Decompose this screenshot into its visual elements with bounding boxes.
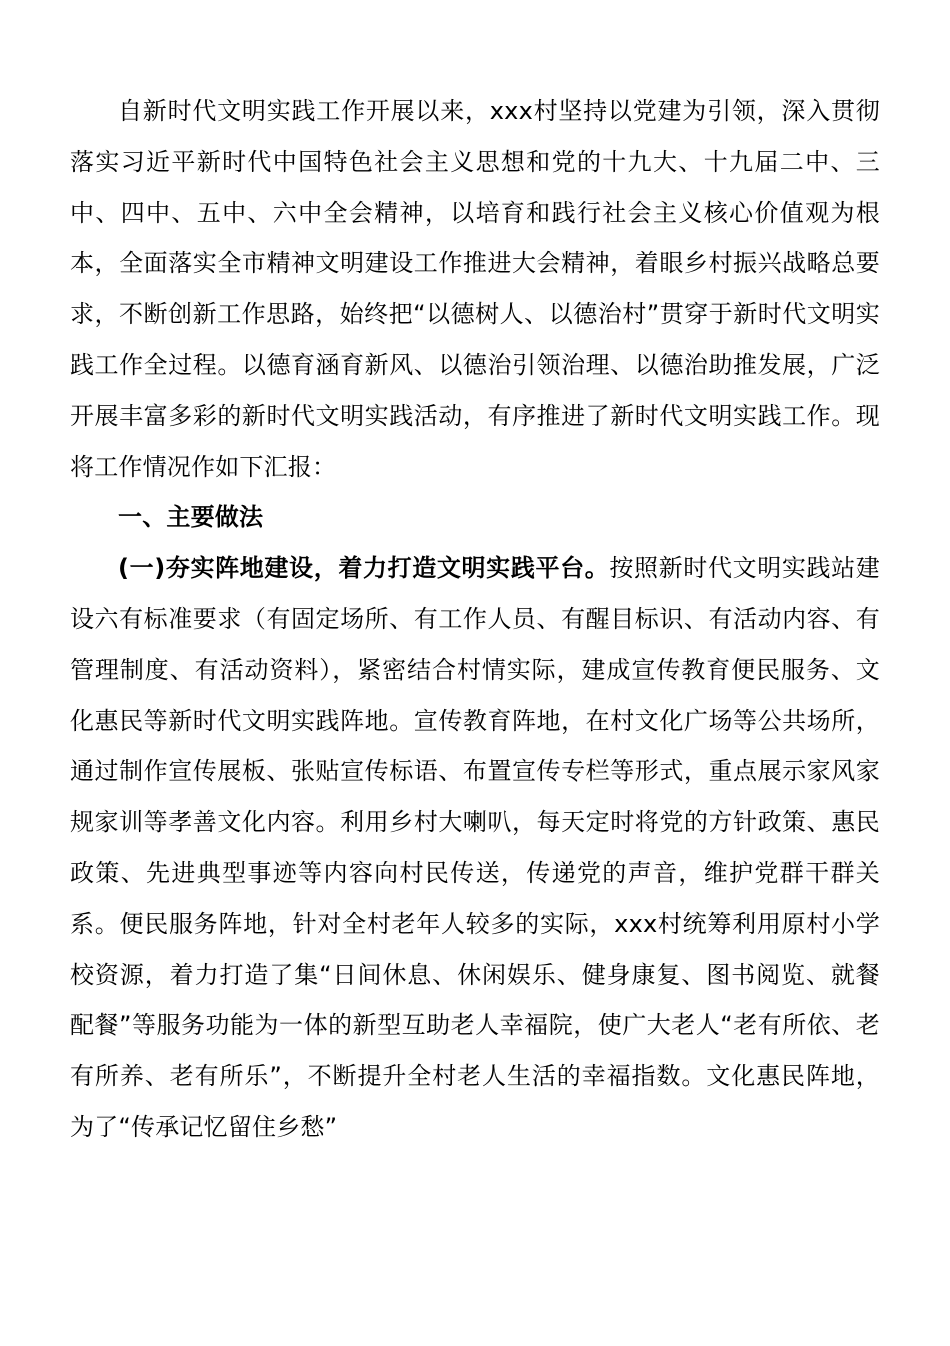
section-heading: 一、主要做法 xyxy=(118,503,264,532)
document-body xyxy=(70,86,880,1153)
subsection-heading: (一)夯实阵地建设，着力打造文明实践平台。 xyxy=(118,554,610,583)
subsection-body: 按照新时代文明实践站建设六有标准要求（有固定场所、有工作人员、有醒目标识、有活动内容、有管理制度、有活动资料），紧密结合村情实际，建成宣传教育便民服务、文化惠民等新时代文明实践阵地。宣传教育阵地，在村文化广场等公共场所，通过制作宣传展板、张贴宣传标语、布置宣传专栏等形式，重点展示家风家规家训等孝善文化内容。利用乡村大喇叭，每天定时将党的方针政策、惠民政策、先进典型事迹等内容向村民传送，传递党的声音，维护党群干群关系。便民服务阵地，针对全村老年人较多的实际，xxx村统筹利用原村小学校资源，着力打造了集“日间休息、休闲娱乐、健身康复、图书阅览、就餐配餐”等服务功能为一体的新型互助老人幸福院，使广大老人“老有所依、老有所养、老有所乐”，不断提升全村老人生活的幸福指数。文化惠民阵地，为了“传承记忆留住乡愁” xyxy=(70,554,880,1141)
subsection-paragraph xyxy=(70,543,880,1153)
intro-paragraph: 自新时代文明实践工作开展以来，xxx村坚持以党建为引领，深入贯彻落实习近平新时代中国特色社会主义思想和党的十九大、十九届二中、三中、四中、五中、六中全会精神，以培育和践行社会主义核心价值观为根本，全面落实全市精神文明建设工作推进大会精神，着眼乡村振兴战略总要求，不断创新工作思路，始终把“以德树人、以德治村”贯穿于新时代文明实践工作全过程。以德育涵育新风、以德治引领治理、以德治助推发展，广泛开展丰富多彩的新时代文明实践活动，有序推进了新时代文明实践工作。现将工作情况作如下汇报： xyxy=(70,97,880,481)
